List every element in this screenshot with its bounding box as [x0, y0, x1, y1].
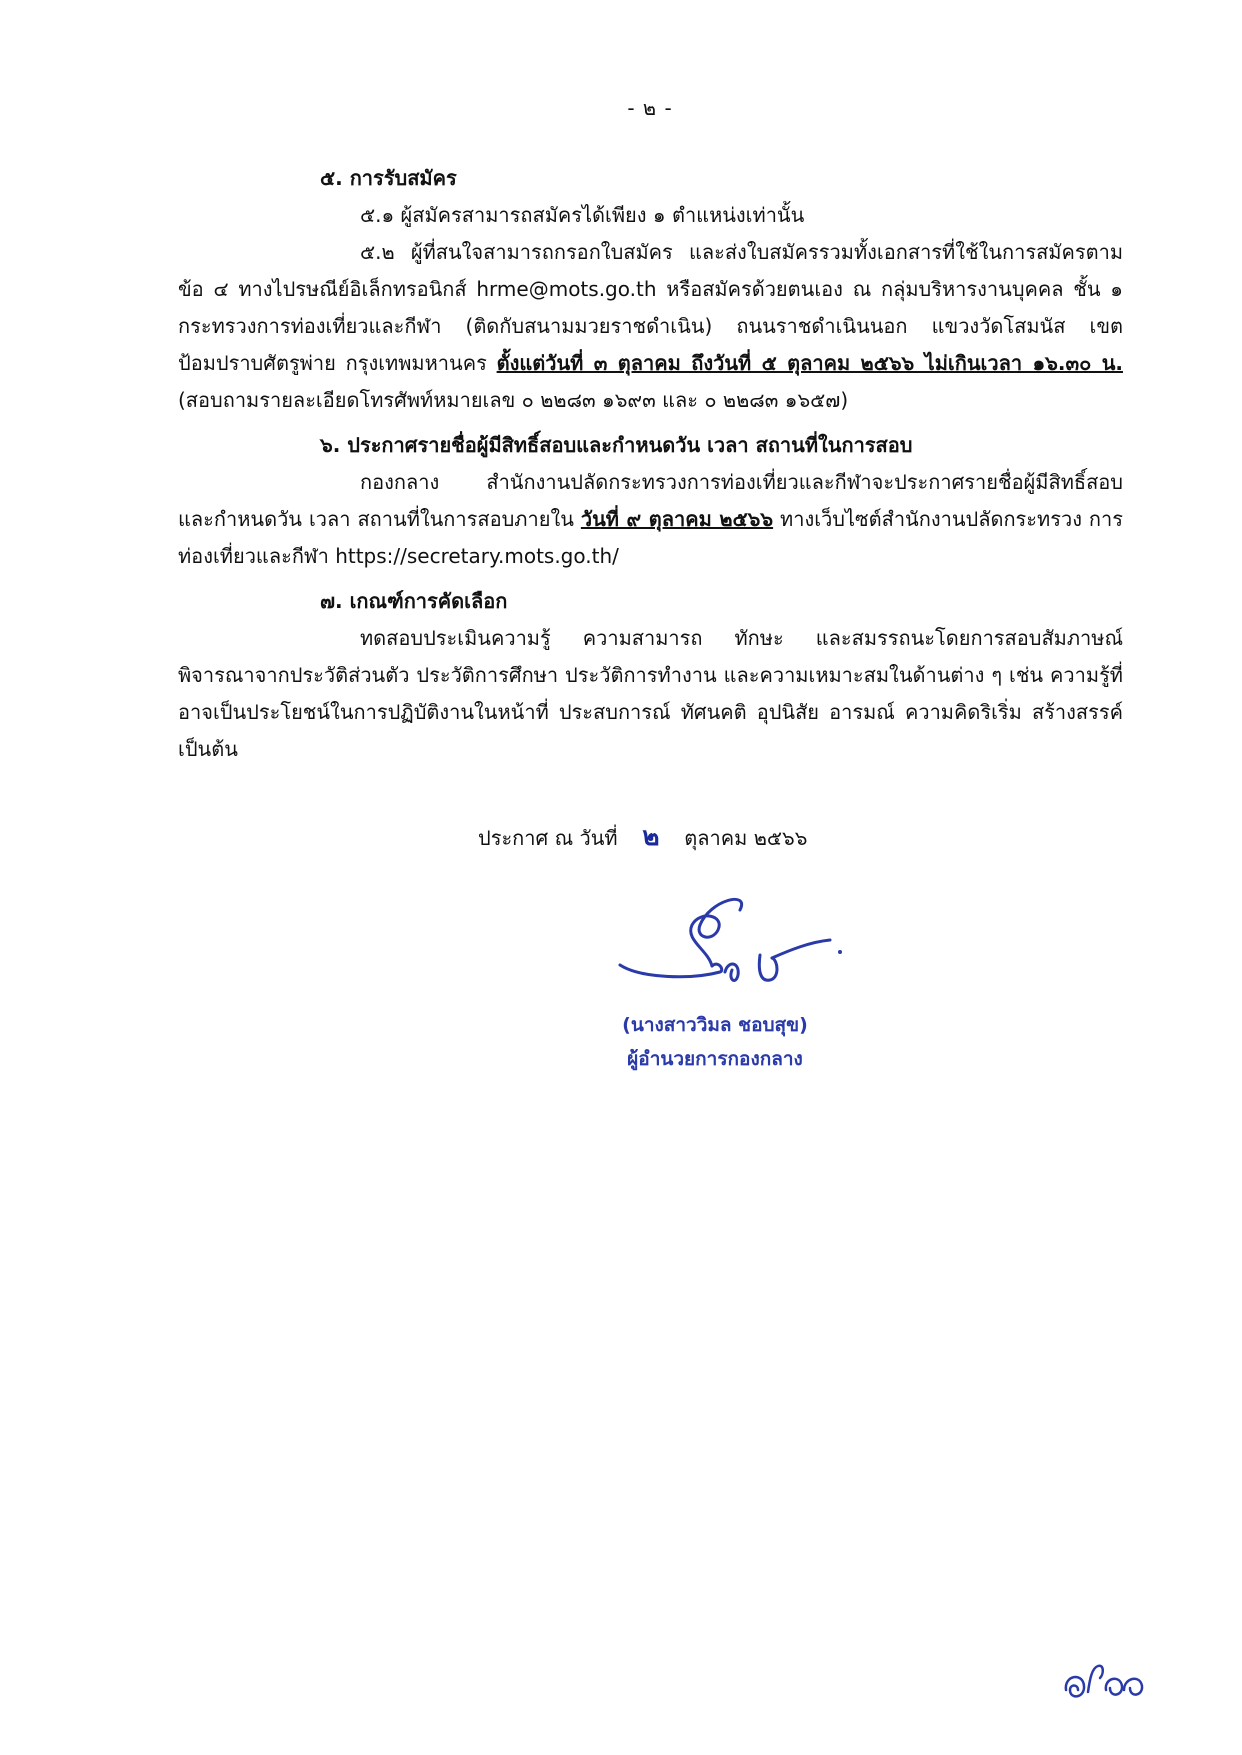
section-5-deadline: ตั้งแต่วันที่ ๓ ตุลาคม ถึงวันที่ ๕ ตุลาคม ๒๕๖๖ ไม่เกินเวลา ๑๖.๓๐ น. — [496, 351, 1123, 375]
signer-name: (นางสาววิมล ชอบสุข) — [622, 1014, 808, 1036]
announcement-day-handwritten: ๒ — [642, 822, 660, 852]
page-number: - ๒ - — [627, 96, 673, 120]
section-6-text-before: กองกลาง สำนักงานปลัดกระทรวงการท่องเที่ยวและกีฬาจะประกาศรายชื่อผู้มีสิทธิ์สอบ และกำหนดวัน เวลา สถานที่ในการสอบภายใน — [178, 470, 1123, 531]
section-7-heading: ๗. เกณฑ์การคัดเลือก — [320, 589, 508, 613]
document-body — [178, 160, 1123, 768]
signature-icon — [600, 880, 860, 1000]
announcement-date — [478, 816, 807, 857]
signer-position: ผู้อำนวยการกองกลาง — [627, 1048, 803, 1070]
announcement-prefix: ประกาศ ณ วันที่ — [478, 826, 618, 850]
section-6-heading: ๖. ประกาศรายชื่อผู้มีสิทธิ์สอบและกำหนดวัน เวลา สถานที่ในการสอบ — [320, 433, 913, 457]
section-5-item-2-contact: (สอบถามรายละเอียดโทรศัพท์หมายเลข ๐ ๒๒๘๓ ๑๖๙๓ และ ๐ ๒๒๘๓ ๑๖๕๗) — [178, 388, 849, 412]
section-5-item-2-text: ๕.๒ ผู้ที่สนใจสามารถกรอกใบสมัคร และส่งใบสมัครรวมทั้งเอกสารที่ใช้ในการสมัครตาม ข้อ ๔ ทางไปรษณีย์อิเล็กทรอนิกส์ hrme@mots.go.th หรือสมัครด้วยตนเอง ณ กลุ่มบริหารงานบุคคล ชั้น ๑ กระทรวงการท่องเที่ยวและกีฬา (ติดกับสนามมวยราชดำเนิน) ถนนราชดำเนินนอก แขวงวัดโสมนัส เขตป้อมปราบศัตรูพ่าย กรุงเทพมหานคร — [178, 240, 1123, 375]
section-6-date: วันที่ ๙ ตุลาคม ๒๕๖๖ — [580, 507, 774, 531]
section-5-item-2 — [178, 234, 1123, 419]
section-6-text-after: ทางเว็บไซต์สำนักงานปลัดกระทรวง การท่องเที่ยวและกีฬา https://secretary.mots.go.th/ — [178, 507, 1124, 568]
section-7-text: ทดสอบประเมินความรู้ ความสามารถ ทักษะ และสมรรถนะโดยการสอบสัมภาษณ์ พิจารณาจากประวัติส่วนตัว ประวัติการศึกษา ประวัติการทำงาน และความเหมาะสมในด้านต่าง ๆ เช่น ความรู้ที่อาจเป็นประโยชน์ในการปฏิบัติงานในหน้าที่ ประสบการณ์ ทัศนคติ อุปนิสัย อารมณ์ ความคิดริเริ่ม สร้างสรรค์ เป็นต้น — [178, 626, 1123, 761]
section-6-text — [178, 464, 1123, 575]
section-5-heading: ๕. การรับสมัคร — [320, 166, 457, 190]
section-5-item-1: ๕.๑ ผู้สมัครสามารถสมัครได้เพียง ๑ ตำแหน่งเท่านั้น — [360, 203, 805, 227]
initials-mark-icon — [1058, 1650, 1148, 1710]
signer-block — [590, 1008, 840, 1076]
announcement-suffix: ตุลาคม ๒๕๖๖ — [684, 826, 808, 850]
